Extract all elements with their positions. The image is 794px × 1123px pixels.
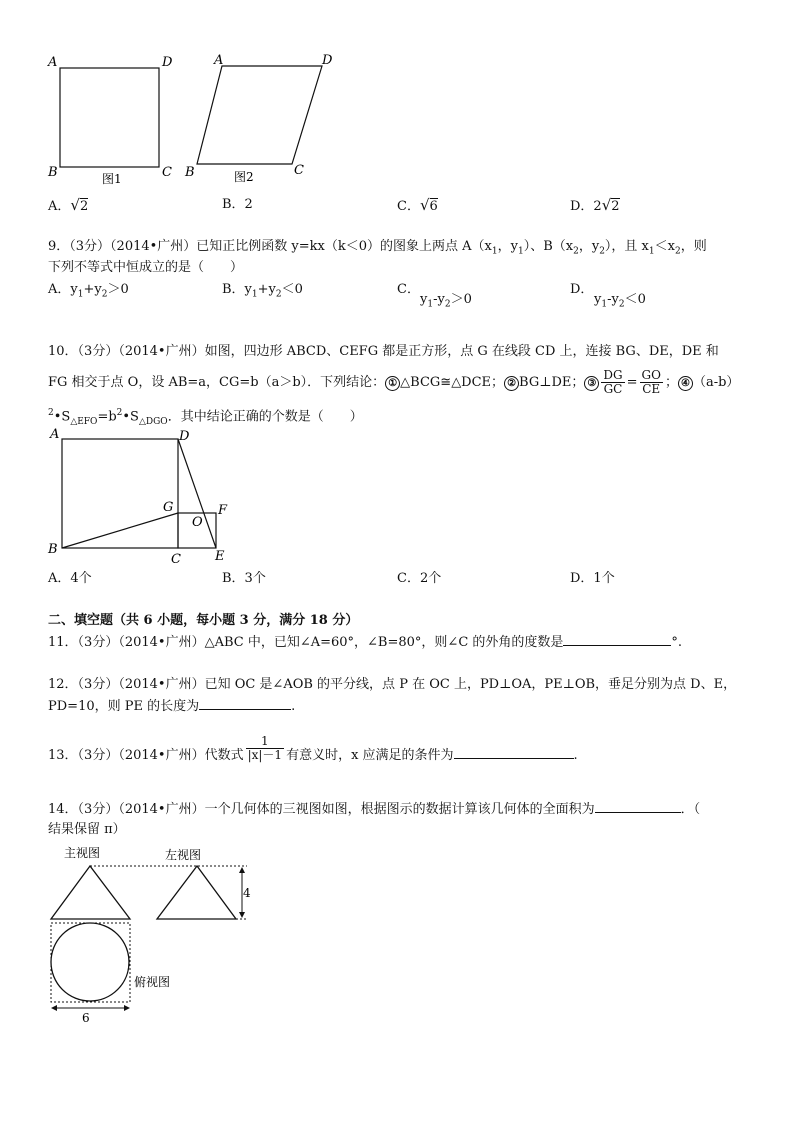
q10-label-F: F <box>218 503 228 518</box>
q10-text: ．其中结论正确的个数是（ ） <box>167 409 363 425</box>
fig2-label-B: B <box>185 165 195 180</box>
left-view-label: 左视图 <box>165 848 202 862</box>
q9-text: ），且 x <box>604 239 649 254</box>
q10-text: •S <box>122 409 139 425</box>
q8-option-c-value: 6 <box>429 199 438 214</box>
q8-option-d-value: 2 <box>611 199 620 214</box>
top-view-label: 俯视图 <box>134 975 171 989</box>
fig1-label-B: B <box>48 165 58 180</box>
three-views-figure <box>40 840 290 1030</box>
q8-option-a-value: 2 <box>79 199 89 214</box>
q10-text: △BCG≅△DCE； <box>400 375 505 390</box>
q8-option-d-label: D．2 <box>570 199 602 214</box>
q10-sup: 2 <box>48 408 54 418</box>
q9-option-b-text: ＜0 <box>281 282 303 297</box>
q9-text: ，y <box>497 239 518 254</box>
front-view-triangle <box>51 866 130 919</box>
q10-sub: △DGO <box>138 416 168 427</box>
circled-1: ① <box>385 376 400 391</box>
q13-text: 13．（3分）（2014•广州）代数式 <box>48 748 244 763</box>
square-abcd <box>62 439 178 548</box>
fig2-label-A: A <box>214 53 224 68</box>
q12-line2 <box>48 697 295 716</box>
q9-text: ）、B（x <box>523 239 574 254</box>
q11-text: °. <box>671 635 683 650</box>
q9-option-d <box>570 281 593 299</box>
q8-option-d <box>570 196 620 216</box>
circled-2: ② <box>504 376 519 391</box>
fraction-go-ce <box>640 369 663 396</box>
q10-line1: 10．（3分）（2014•广州）如图，四边形 ABCD、CEFG 都是正方形，点 G 在线段 CD 上，连接 BG、DE，DE 和 <box>48 344 719 359</box>
q10-label-E: E <box>215 549 225 564</box>
arrow-down-icon <box>239 912 245 918</box>
q9-option-b: B．$y_1+y_2<0$ <box>222 282 303 300</box>
fraction-q13 <box>246 735 285 762</box>
q10-text: （a-b） <box>692 375 740 390</box>
q10-option-d: D．1个 <box>570 571 615 586</box>
q8-option-b-label: B．2 <box>222 197 253 212</box>
q9-text: ，则 <box>680 239 707 254</box>
segment-de <box>178 439 216 548</box>
fig1-label-C: C <box>162 165 172 180</box>
circled-4: ④ <box>678 376 693 391</box>
square-figure <box>60 68 159 167</box>
circled-3: ③ <box>584 376 599 391</box>
q8-option-a <box>48 196 88 216</box>
frac-denominator: CE <box>642 382 661 396</box>
parallelogram-figure <box>197 66 322 164</box>
q11 <box>48 633 682 652</box>
frac-denominator: GC <box>603 382 623 396</box>
q10-label-D: D <box>179 429 190 444</box>
fig1-label-D: D <box>162 55 173 70</box>
q9-line1: 9．（3分）（2014•广州）已知正比例函数 y=kx（k＜0）的图象上两点 $A(x_1$，$y_1$）、$B(x_2$，$y_2$），且 $x_1<x_2$，则 <box>48 239 707 257</box>
arrow-left-icon <box>51 1005 57 1011</box>
q13-text: 有意义时，x 应满足的条件为 <box>286 748 454 763</box>
fraction-dg-gc <box>601 369 624 396</box>
fig2-label-D: D <box>322 53 333 68</box>
q9-option-a: A．$y_1+y_2>0$ <box>48 282 129 300</box>
q8-option-b <box>222 196 253 214</box>
fig1-label-A: A <box>48 55 58 70</box>
q9-option-d-text: -y <box>607 292 619 307</box>
answer-blank <box>595 800 681 813</box>
arrow-right-icon <box>124 1005 130 1011</box>
q9-option-c-label: C． <box>397 282 420 297</box>
q9-line2: 下列不等式中恒成立的是（ ） <box>48 260 244 275</box>
q10-text: BG⊥DE； <box>519 375 585 390</box>
q10-sub: △EFO <box>70 416 98 427</box>
q10-text: FG 相交于点 O，设 AB=a，CG=b（a＞b）．下列结论： <box>48 375 386 390</box>
q9-option-d-text: y <box>594 292 602 307</box>
q8-option-c <box>397 196 438 216</box>
q8-option-c-label: C． <box>397 199 420 214</box>
figure-1-2 <box>40 50 350 190</box>
q10-label-C: C <box>171 552 181 567</box>
q14-text: ．（ <box>680 802 701 817</box>
q9-option-d-text: ＜0 <box>624 292 646 307</box>
q12-line1: 12．（3分）（2014•广州）已知 OC 是∠AOB 的平分线，点 P 在 OC 上，PD⊥OA，PE⊥OB，垂足分别为点 D、E， <box>48 677 737 692</box>
answer-blank <box>454 746 574 759</box>
q10-line2 <box>48 369 739 396</box>
q9-text: 9．（3分）（2014•广州）已知正比例函数 y=kx（k＜0）的图象上两点 A（x <box>48 239 492 254</box>
q13 <box>48 734 578 765</box>
q10-text: =b <box>97 409 117 425</box>
q9-option-d-expr: $y_1-y_2<0$ <box>594 292 646 310</box>
q14-text: 14．（3分）（2014•广州）一个几何体的三视图如图，根据图示的数据计算该几何体的全面积为 <box>48 802 595 817</box>
q10-label-O: O <box>192 515 203 530</box>
q12-text: . <box>291 699 296 714</box>
sqrt-symbol: √ <box>419 196 430 214</box>
segment-bg <box>62 513 178 548</box>
q10-label-G: G <box>163 500 174 515</box>
q9-option-c-text: y <box>420 292 428 307</box>
q10-label-B: B <box>48 542 58 557</box>
frac-numerator: DG <box>603 368 623 382</box>
q10-sup: 2 <box>116 408 123 418</box>
q10-text: = <box>626 375 638 390</box>
sqrt-symbol: √ <box>70 196 80 214</box>
q14-line1 <box>48 800 700 819</box>
arrow-up-icon <box>239 867 245 873</box>
q9-option-c-text: ＞0 <box>450 292 472 307</box>
q11-text: 11．（3分）（2014•广州）△ABC 中，已知∠A=60°，∠B=80°，则∠C 的外角的度数是 <box>48 635 564 650</box>
height-dim-label: 4 <box>243 886 251 900</box>
q9-option-c-expr: $y_1-y_2>0$ <box>420 292 472 310</box>
q10-option-b: B．3个 <box>222 571 266 586</box>
front-view-label: 主视图 <box>64 846 101 860</box>
frac-numerator: 1 <box>246 735 285 749</box>
fig2-label-C: C <box>294 163 304 178</box>
q8-option-a-label: A． <box>48 199 71 214</box>
q9-option-d-label: D． <box>570 282 594 297</box>
fig2-caption: 图2 <box>234 170 254 184</box>
q9-text: ，y <box>578 239 600 254</box>
q10-label-A: A <box>50 427 60 442</box>
frac-denominator: |x|－1 <box>247 748 283 762</box>
q10-option-a: A．4个 <box>48 571 92 586</box>
q10-figure <box>40 425 250 570</box>
sqrt-symbol: √ <box>601 196 612 214</box>
q9-option-c-text: -y <box>433 292 445 307</box>
q10-option-c: C．2个 <box>397 571 442 586</box>
q10-text: ； <box>664 375 678 390</box>
q12-text: PD=10，则 PE 的长度为 <box>48 699 200 714</box>
q9-text: ＜x <box>654 239 675 254</box>
top-view-circle <box>51 923 129 1001</box>
q14-line2: 结果保留 π） <box>48 822 126 837</box>
q9-option-a-text: A．y <box>48 282 78 297</box>
q9-option-a-text: ＞0 <box>107 282 129 297</box>
left-view-triangle <box>157 866 236 919</box>
q9-option-b-text: B．y <box>222 282 252 297</box>
q9-option-c <box>397 281 420 299</box>
q9-option-a-text: +y <box>83 282 102 297</box>
answer-blank <box>199 697 291 710</box>
q13-text: . <box>573 748 578 763</box>
q10-text: •S <box>53 409 71 425</box>
answer-blank <box>563 633 671 646</box>
fig1-caption: 图1 <box>102 172 122 186</box>
section-heading: 二、填空题（共 6 小题，每小题 3 分，满分 18 分） <box>48 613 359 628</box>
q9-option-b-text: +y <box>257 282 276 297</box>
width-dim-label: 6 <box>82 1011 90 1025</box>
frac-numerator: GO <box>641 368 661 382</box>
